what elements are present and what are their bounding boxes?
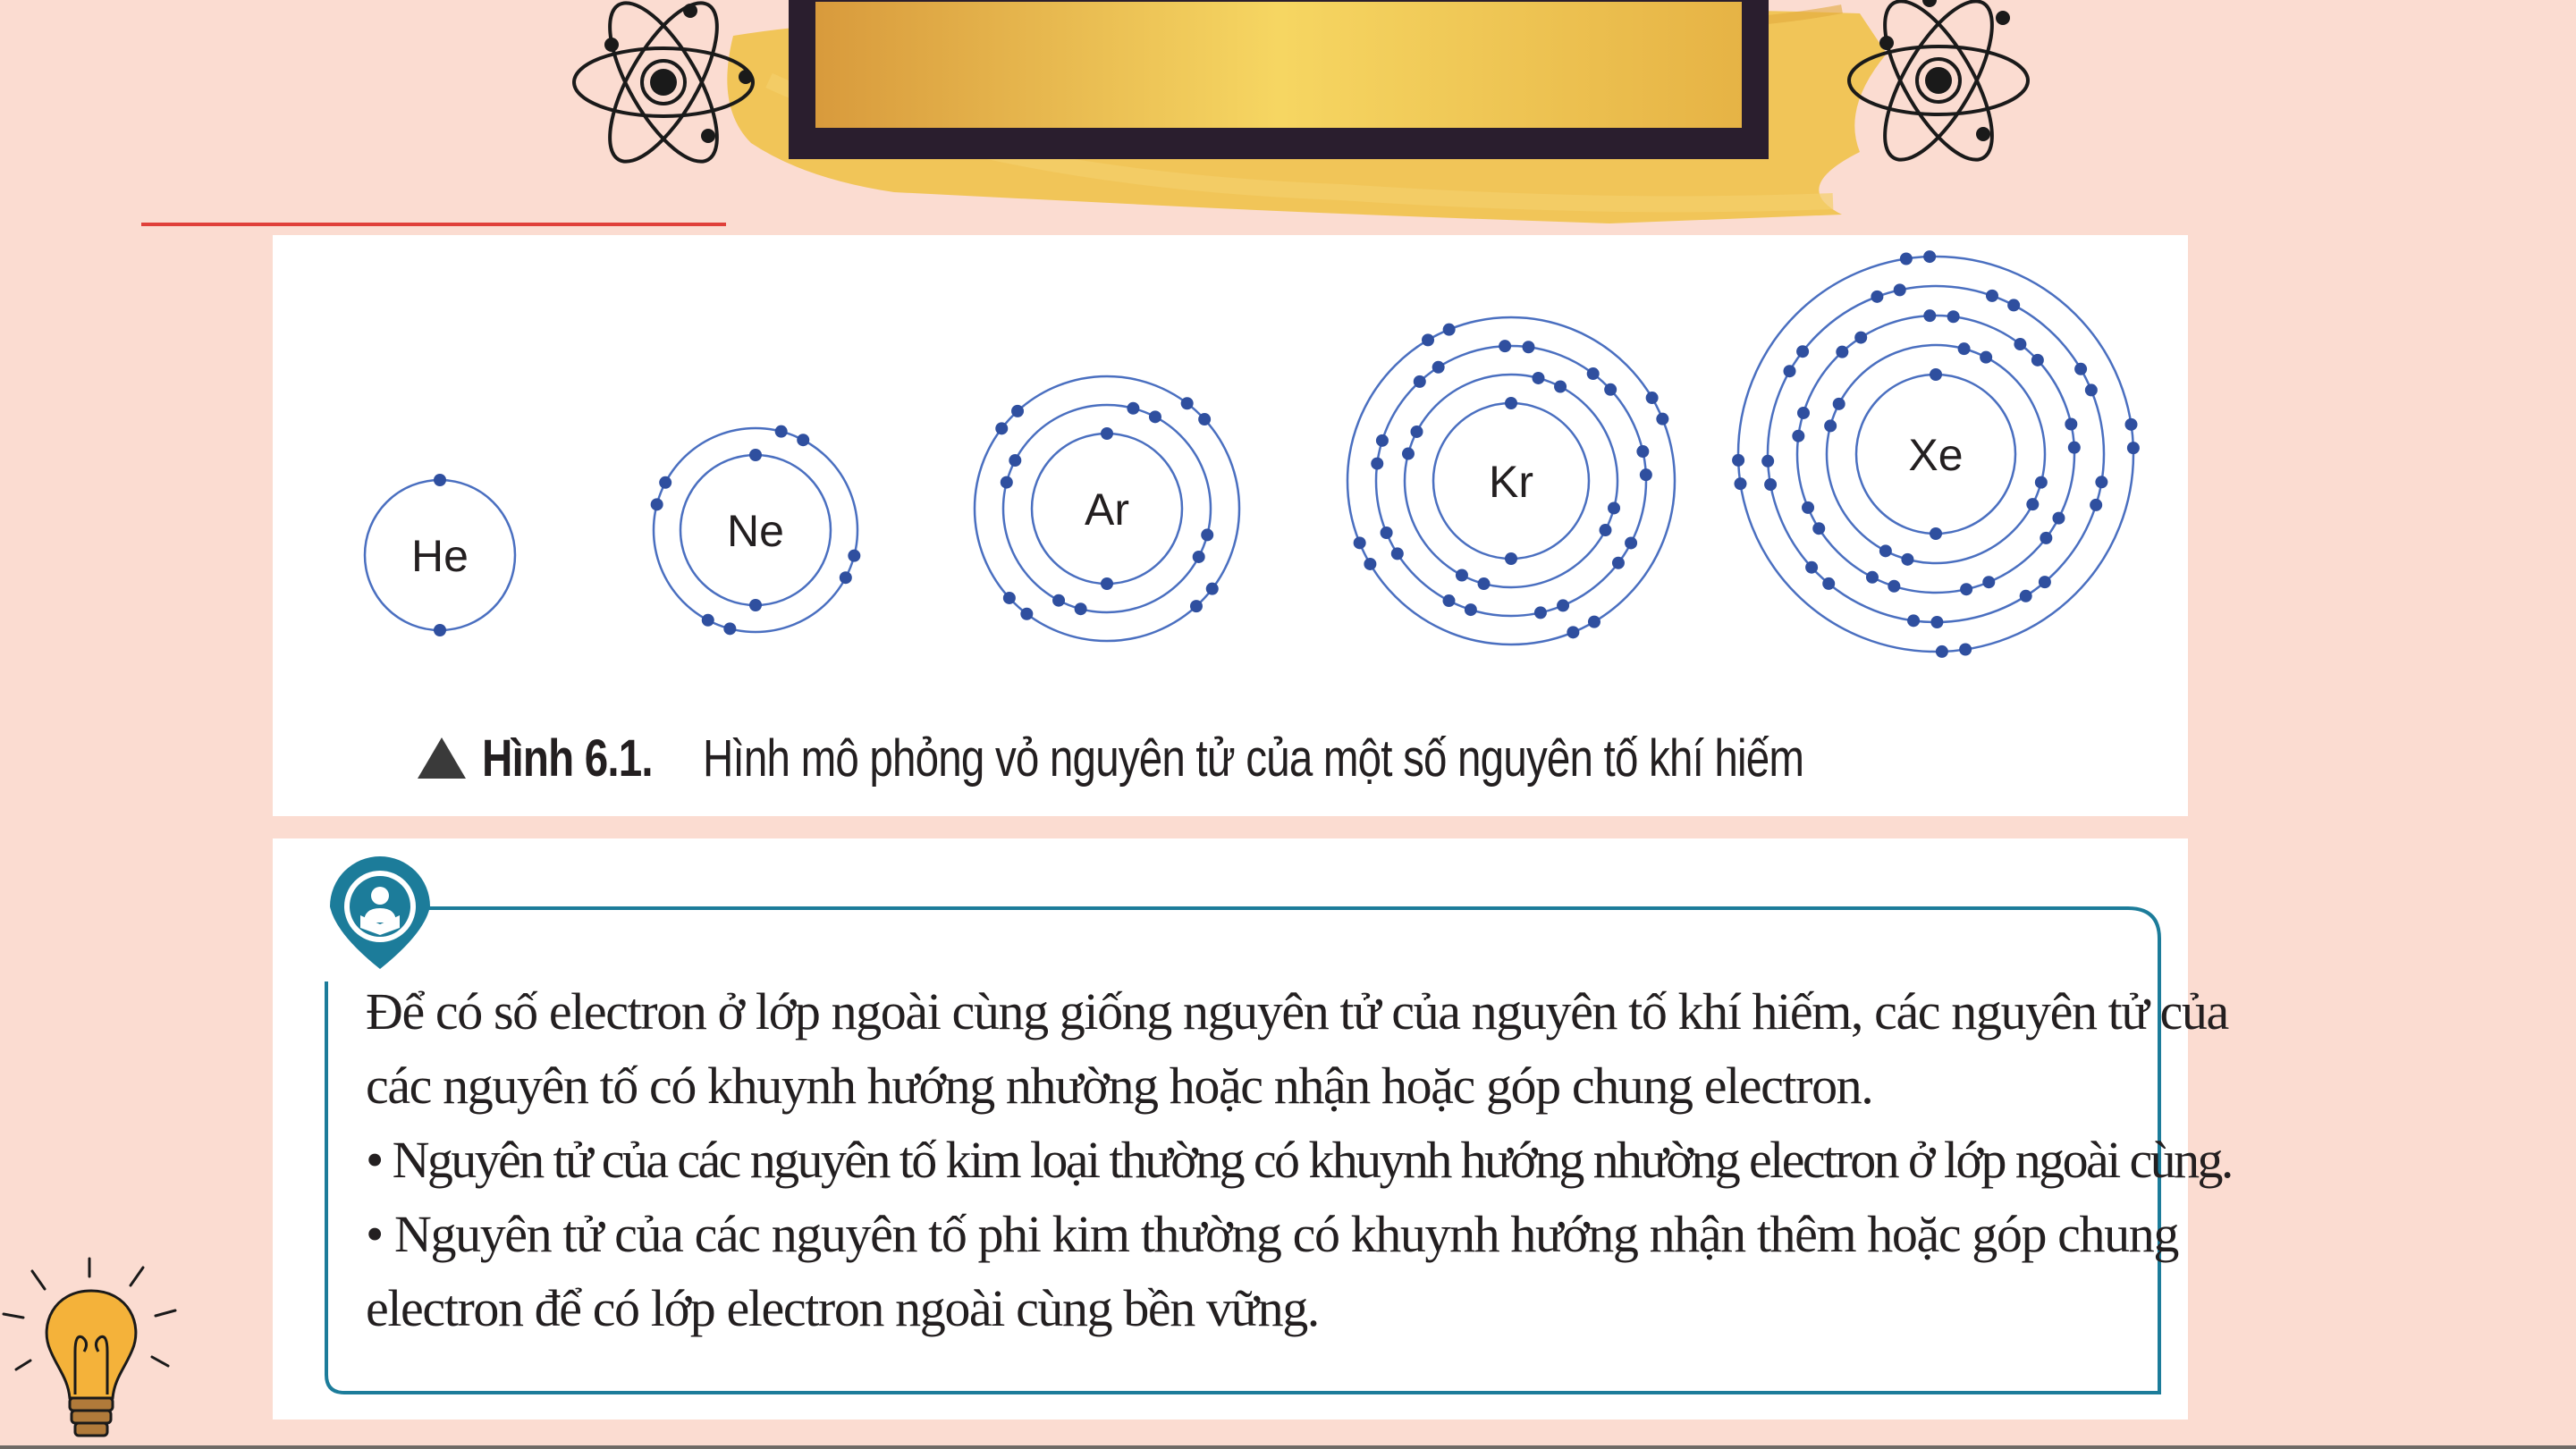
electron — [1854, 332, 1867, 344]
electron — [659, 476, 671, 489]
atom-symbol: Ne — [727, 506, 784, 556]
electron — [2020, 590, 2032, 602]
electron — [1612, 557, 1625, 569]
electron — [1190, 600, 1203, 612]
atom-he — [365, 474, 515, 636]
electron — [1181, 397, 1194, 409]
caption-label: Hình 6.1. — [481, 729, 653, 788]
electron — [702, 614, 714, 627]
electron — [1797, 407, 1810, 419]
electron — [1478, 577, 1491, 590]
electron — [1003, 592, 1016, 604]
electron — [1656, 413, 1668, 425]
electron — [1588, 616, 1600, 628]
electron — [1805, 561, 1818, 574]
electron — [1894, 283, 1906, 296]
electron — [1442, 594, 1455, 607]
electron — [1371, 458, 1383, 470]
electron — [1636, 445, 1649, 458]
electron — [1127, 402, 1139, 415]
electron — [2095, 476, 2107, 488]
electron — [1567, 626, 1579, 638]
electron — [2039, 576, 2051, 588]
atom-ar — [975, 376, 1239, 641]
electron — [1646, 392, 1659, 404]
caption-text: Hình mô phỏng vỏ nguyên tử của một số nguyên tố khí hiếm — [702, 729, 1803, 788]
electron — [1625, 536, 1637, 549]
electron — [1930, 527, 1942, 540]
electron — [2065, 418, 2077, 431]
electron — [1587, 367, 1600, 380]
electron — [1001, 476, 1013, 489]
electron — [1764, 478, 1777, 491]
electron — [797, 434, 809, 446]
info-panel — [273, 838, 2232, 1420]
electron — [1901, 553, 1913, 566]
electron — [1947, 310, 1960, 323]
electron — [1422, 333, 1434, 346]
electron — [1732, 454, 1744, 467]
electron — [1960, 583, 1972, 595]
electron — [1923, 309, 1936, 322]
atom-symbol: Xe — [1908, 430, 1964, 480]
electron — [1402, 448, 1415, 460]
electron — [1376, 434, 1389, 447]
electron — [1802, 501, 1814, 514]
electron — [1866, 571, 1879, 584]
lightbulb-icon — [0, 1244, 188, 1449]
electron — [723, 622, 736, 635]
electron — [1833, 398, 1845, 410]
title-banner — [789, 0, 1769, 159]
atom-icon — [1849, 0, 2028, 175]
electron — [1879, 544, 1892, 557]
figure-panel — [273, 235, 2188, 816]
electron — [1011, 405, 1024, 417]
electron — [1822, 577, 1835, 590]
electron — [2125, 418, 2138, 431]
electron — [1836, 346, 1848, 358]
accent-underline — [141, 223, 726, 226]
electron — [1959, 644, 1972, 656]
electron — [434, 624, 446, 636]
electron — [1381, 527, 1393, 539]
electron — [1783, 365, 1795, 377]
electron — [2031, 354, 2044, 366]
electron — [1414, 375, 1426, 388]
electron — [1958, 342, 1971, 355]
info-line: các nguyên tố có khuynh hướng nhường hoặc nhận hoặc góp chung electron. — [366, 1057, 1873, 1115]
atom-symbol: He — [411, 531, 469, 581]
electron — [1557, 599, 1569, 611]
atom-ne — [651, 425, 861, 636]
electron — [1198, 413, 1211, 425]
electron — [749, 599, 762, 611]
electron — [1075, 602, 1087, 615]
electron — [1432, 361, 1445, 374]
electron — [1505, 397, 1517, 409]
electron — [2068, 442, 2081, 454]
electron — [1986, 290, 1998, 302]
electron — [1391, 547, 1404, 560]
electron — [1608, 501, 1620, 514]
atom-xe — [1732, 250, 2140, 658]
electron — [2074, 363, 2087, 375]
electron — [1907, 614, 1920, 627]
electron — [775, 425, 788, 438]
electron — [1052, 594, 1065, 607]
electron — [1640, 468, 1652, 481]
electron — [995, 422, 1008, 434]
electron — [1761, 455, 1774, 468]
electron — [1980, 351, 1992, 364]
electron — [1936, 645, 1948, 658]
electron — [1193, 551, 1205, 563]
electron — [1824, 419, 1837, 432]
electron — [1465, 603, 1477, 616]
electron — [2026, 498, 2039, 510]
electron — [651, 498, 663, 510]
electron — [1009, 454, 1021, 467]
electron — [1871, 291, 1883, 303]
info-line: electron để có lớp electron ngoài cùng bền vững. — [366, 1279, 1319, 1337]
atom-icon — [574, 0, 753, 177]
electron — [2085, 383, 2098, 396]
electron — [1149, 410, 1161, 423]
electron — [1600, 524, 1612, 536]
electron — [1206, 583, 1219, 595]
electron — [1930, 368, 1942, 381]
electron — [1101, 427, 1113, 440]
electron — [1101, 577, 1113, 590]
electron — [1201, 528, 1213, 541]
electron — [1532, 372, 1544, 384]
electron — [1522, 341, 1534, 353]
electron — [1364, 558, 1376, 570]
electron — [1554, 380, 1567, 392]
electron — [1796, 345, 1809, 358]
bottom-rule — [0, 1445, 2576, 1449]
electron — [1930, 616, 1943, 628]
electron — [1443, 324, 1456, 336]
electron — [749, 449, 762, 461]
electron — [1900, 252, 1913, 265]
reader-badge-icon — [330, 856, 430, 969]
electron — [2052, 512, 2065, 525]
electron — [1604, 383, 1617, 396]
electron — [1499, 340, 1511, 352]
figure-caption — [273, 709, 2188, 807]
electron — [1410, 425, 1423, 438]
electron — [2035, 476, 2048, 489]
info-text — [366, 974, 2232, 1345]
electron — [434, 474, 446, 486]
electron — [2014, 338, 2026, 350]
electron — [2007, 299, 2020, 311]
electron — [848, 550, 860, 562]
electron — [1792, 430, 1804, 442]
electron — [1534, 606, 1547, 619]
electron — [2090, 499, 2102, 511]
atom-symbol: Ar — [1085, 484, 1129, 535]
info-line: • Nguyên tử của các nguyên tố kim loại thường có khuynh hướng nhường electron ở lớp ngoài cùng. — [366, 1131, 2232, 1189]
triangle-icon — [416, 736, 468, 780]
electron — [1020, 608, 1033, 620]
electron — [1505, 552, 1517, 565]
electron — [1456, 569, 1468, 582]
electron — [1812, 522, 1825, 535]
header-banner — [0, 0, 2576, 232]
atom-kr — [1347, 317, 1675, 644]
atom-shell-diagram — [273, 235, 2188, 700]
electron — [2040, 532, 2052, 544]
electron — [1354, 536, 1366, 549]
electron — [840, 571, 852, 584]
atom-symbol: Kr — [1489, 457, 1533, 507]
electron — [1734, 477, 1746, 490]
electron — [2127, 442, 2140, 454]
electron — [1923, 250, 1936, 263]
electron — [1888, 580, 1900, 593]
info-line: Để có số electron ở lớp ngoài cùng giống nguyên tử của nguyên tố khí hiếm, các nguyên tử của — [366, 982, 2228, 1040]
electron — [1982, 576, 1995, 588]
info-line: • Nguyên tử của các nguyên tố phi kim thường có khuynh hướng nhận thêm hoặc góp chung — [366, 1205, 2178, 1263]
